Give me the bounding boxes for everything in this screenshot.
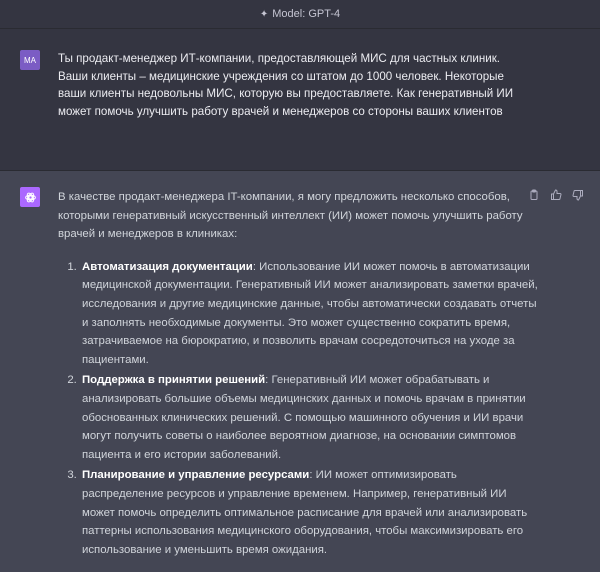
list-item [80, 371, 538, 464]
copy-icon[interactable] [528, 189, 540, 201]
list-item-title: Планирование и управление ресурсами [82, 469, 310, 482]
list-item-text: : ИИ может оптимизировать распределение ресурсов и управление временем. Например, генеративный ИИ может помочь определить оптимальное расписание для врачей или анализировать паттерны использования медицинского оборудования, чтобы максимизировать его использование и уменьшить время ожидания. [82, 469, 528, 556]
user-message-text: Ты продакт-менеджер ИТ-компании, предоставляющей МИС для частных клиник. Ваши клиенты – медицинские учреждения со штатом до 1000 человек. Некоторые ваши клиенты недовольны МИС, которую вы предоставляете. Как генеративный ИИ может помочь улучшить работу врачей и менеджеров со стороны ваших клиентов [58, 52, 514, 118]
assistant-list [58, 258, 538, 560]
thumbs-down-icon[interactable] [572, 189, 584, 201]
list-item [80, 466, 538, 559]
openai-logo-icon [20, 187, 40, 207]
list-item-text: : Использование ИИ может помочь в автоматизации медицинской документации. Генеративный ИИ может анализировать заметки врачей, исследования и другие медицинские данные, чтобы автоматически создавать отчеты и заполнять необходимые документы. Это может существенно сократить время, затрачиваемое на бюрократию, и позволить врачам сосредоточиться на уходе за пациентами. [82, 260, 538, 366]
message-actions [528, 189, 584, 201]
assistant-message [0, 171, 600, 572]
sparkle-icon: ✦ [259, 8, 269, 20]
user-message [0, 29, 600, 171]
assistant-intro: В качестве продакт-менеджера IT-компании, я могу предложить несколько способов, которыми генеративный искусственный интеллект (ИИ) может помочь улучшить работу врачей и менеджеров в клиниках: [58, 191, 523, 241]
list-item-text: : Генеративный ИИ может обрабатывать и анализировать большие объемы медицинских данных и помочь врачам в принятии обоснованных клинических решений. С помощью машинного обучения и ИИ врачи могут получить советы о наиболее вероятном диагнозе, на основании симптомов пациента и его истории заболеваний. [82, 374, 526, 461]
thumbs-up-icon[interactable] [550, 189, 562, 201]
user-avatar: MA [20, 50, 40, 70]
list-item-title: Поддержка в принятии решений [82, 374, 266, 387]
list-item-title: Автоматизация документации [82, 260, 253, 273]
model-header [0, 0, 600, 29]
model-label: Model: GPT-4 [272, 8, 341, 20]
list-item [80, 258, 538, 370]
